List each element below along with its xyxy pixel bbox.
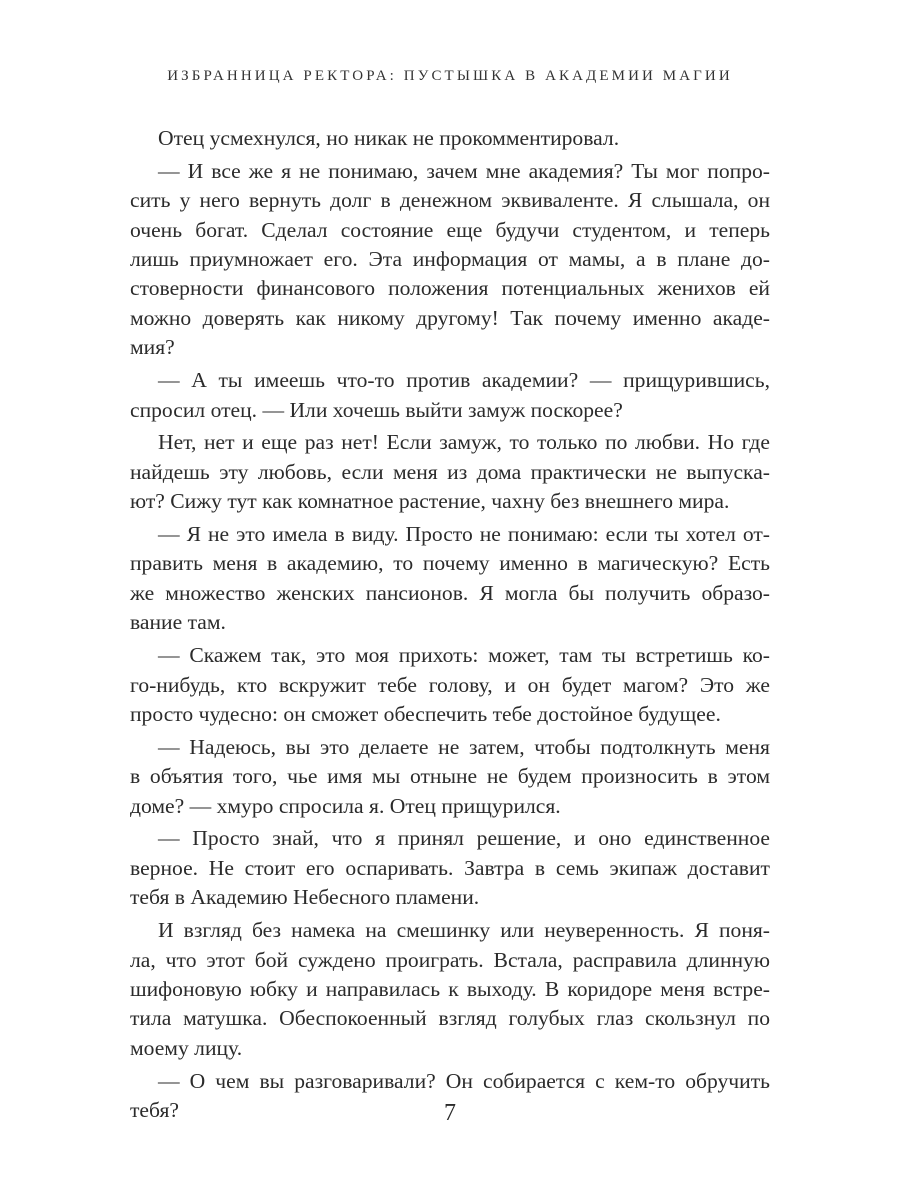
text-line: — Надеюсь, вы это делаете не затем, чтобы подтолкнуть меня	[158, 734, 770, 759]
text-line: тебя?	[130, 1098, 179, 1122]
text-line: моему лицу.	[130, 1035, 243, 1060]
text-line: — Скажем так, это моя прихоть: может, там ты встретишь ко-	[158, 643, 770, 668]
text-line: тебя в Академию Небесного пламени.	[130, 885, 480, 910]
text-line: в объятия того, чье имя мы отныне не будем произносить в этом	[130, 764, 770, 789]
running-head: ИЗБРАННИЦА РЕКТОРА: ПУСТЫШКА В АКАДЕМИИ МАГИИ	[167, 68, 733, 84]
text-line: спросил отец. — Или хочешь выйти замуж поскорее?	[130, 397, 623, 422]
paragraph	[130, 733, 770, 821]
text-line: — Просто знай, что я принял решение, и оно единственное	[158, 826, 770, 851]
text-line: ют? Сижу тут как комнатное растение, чахну без внешнего мира.	[130, 489, 730, 514]
page-number: 7	[444, 1100, 456, 1126]
text-line: ла, что этот бой суждено проиграть. Встала, расправила длинную	[130, 947, 770, 972]
text-line: очень богат. Сделал состояние еще будучи студентом, и теперь	[130, 217, 770, 242]
paragraph	[130, 157, 770, 363]
body-text	[130, 124, 770, 1129]
text-line: просто чудесно: он сможет обеспечить тебе достойное будущее.	[130, 701, 721, 726]
paragraph	[130, 916, 770, 1063]
text-line: — И все же я не понимаю, зачем мне академия? Ты мог попро-	[158, 158, 770, 183]
text-line: тила матушка. Обеспокоенный взгляд голубых глаз скользнул по	[130, 1006, 770, 1031]
text-line: — А ты имеешь что-то против академии? — прищурившись,	[158, 368, 770, 393]
text-line: И взгляд без намека на смешинку или неуверенность. Я поня-	[158, 918, 770, 943]
paragraph	[130, 641, 770, 729]
paragraph	[130, 428, 770, 516]
text-line: Отец усмехнулся, но никак не прокомментировал.	[158, 126, 620, 150]
text-line: можно доверять как никому другому! Так почему именно акаде-	[130, 305, 770, 330]
text-line: стоверности финансового положения потенциальных женихов ей	[130, 276, 770, 301]
text-line: лишь приумножает его. Эта информация от мамы, а в плане до-	[130, 247, 770, 272]
text-line: верное. Не стоит его оспаривать. Завтра в семь экипаж доставит	[130, 855, 770, 880]
text-line: найдешь эту любовь, если меня из дома практически не выпуска-	[130, 459, 770, 484]
paragraph	[130, 366, 770, 425]
text-line: Нет, нет и еще раз нет! Если замуж, то только по любви. Но где	[158, 430, 770, 455]
paragraph	[130, 824, 770, 912]
text-line: го-нибудь, кто вскружит тебе голову, и он будет магом? Это же	[130, 672, 770, 697]
text-line: же множество женских пансионов. Я могла бы получить образо-	[130, 580, 770, 605]
paragraph	[130, 520, 770, 638]
paragraph	[130, 124, 770, 153]
text-line: — О чем вы разговаривали? Он собирается с кем-то обручить	[158, 1068, 770, 1093]
text-line: мия?	[130, 335, 175, 360]
text-line: сить у него вернуть долг в денежном эквиваленте. Я слышала, он	[130, 188, 770, 213]
text-line: доме? — хмуро спросила я. Отец прищурился.	[130, 793, 561, 818]
text-line: вание там.	[130, 610, 226, 635]
text-line: — Я не это имела в виду. Просто не понимаю: если ты хотел от-	[158, 522, 770, 547]
text-line: шифоновую юбку и направилась к выходу. В коридоре меня встре-	[130, 976, 770, 1001]
text-line: править меня в академию, то почему именно в магическую? Есть	[130, 551, 770, 576]
